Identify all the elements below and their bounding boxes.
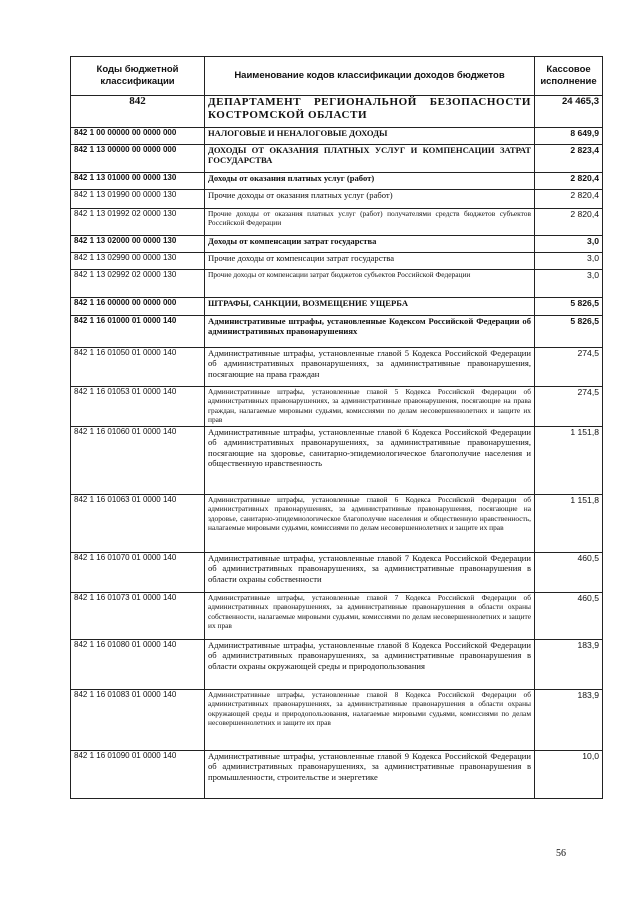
row-name: Доходы от компенсации затрат государства: [205, 236, 535, 253]
table-row: [71, 751, 603, 799]
table-row: [71, 253, 603, 270]
row-code: 842 1 16 01050 01 0000 140: [71, 348, 205, 387]
row-name: ДЕПАРТАМЕНТ РЕГИОНАЛЬНОЙ БЕЗОПАСНОСТИ КОСТРОМСКОЙ ОБЛАСТИ: [205, 96, 535, 128]
table-row: [71, 316, 603, 348]
row-name: Административные штрафы, установленные главой 6 Кодекса Российской Федерации об административных правонарушениях, за административные правонарушения, посягающие на здоровье, санитарно-эпидемиологическое благополучие населения и общественную нравственность, налагаемые мировыми судьями, комиссиями по делам несовершеннолетних и защите их прав: [205, 495, 535, 553]
row-value: 183,9: [535, 640, 603, 690]
row-code: 842 1 13 01000 00 0000 130: [71, 173, 205, 190]
row-value: 5 826,5: [535, 298, 603, 316]
row-value: 2 820,4: [535, 209, 603, 236]
row-value: 274,5: [535, 387, 603, 427]
row-name: Административные штрафы, установленные Кодексом Российской Федерации об административных правонарушениях: [205, 316, 535, 348]
row-value: 3,0: [535, 270, 603, 298]
row-name: НАЛОГОВЫЕ И НЕНАЛОГОВЫЕ ДОХОДЫ: [205, 128, 535, 145]
header-name: Наименование кодов классификации доходов бюджетов: [205, 57, 535, 96]
table-header-row: [71, 57, 603, 96]
table-row: [71, 298, 603, 316]
row-name: Административные штрафы, установленные главой 7 Кодекса Российской Федерации об административных правонарушениях, за административные правонарушения в области охраны собственности: [205, 553, 535, 593]
table-row: [71, 173, 603, 190]
row-value: 2 823,4: [535, 145, 603, 173]
row-code: 842 1 16 01090 01 0000 140: [71, 751, 205, 799]
table-row: [71, 640, 603, 690]
table-row: [71, 495, 603, 553]
row-value: 1 151,8: [535, 495, 603, 553]
page-number: 56: [556, 848, 566, 859]
row-code: 842 1 13 02990 00 0000 130: [71, 253, 205, 270]
table-body: [71, 96, 603, 799]
row-value: 2 820,4: [535, 190, 603, 209]
budget-revenue-table: [70, 56, 603, 799]
table-row: [71, 690, 603, 751]
table-row: [71, 145, 603, 173]
row-name: Административные штрафы, установленные главой 6 Кодекса Российской Федерации об административных правонарушениях, за административные правонарушения, посягающие на здоровье, санитарно-эпидемиологическое благополучие населения и общественную нравственность: [205, 427, 535, 495]
row-name: Административные штрафы, установленные главой 8 Кодекса Российской Федерации об административных правонарушениях, за административные правонарушения в области охраны окружающей среды и природопользования, налагаемые мировыми судьями, комиссиями по делам несовершеннолетних и защите их прав: [205, 690, 535, 751]
row-code: 842 1 16 01063 01 0000 140: [71, 495, 205, 553]
row-code: 842 1 16 01070 01 0000 140: [71, 553, 205, 593]
table-row: [71, 387, 603, 427]
table-row: [71, 209, 603, 236]
table-row: [71, 348, 603, 387]
table-row: [71, 236, 603, 253]
row-code: 842 1 16 01080 01 0000 140: [71, 640, 205, 690]
row-code: 842: [71, 96, 205, 128]
row-code: 842 1 13 00000 00 0000 000: [71, 145, 205, 173]
row-code: 842 1 13 02000 00 0000 130: [71, 236, 205, 253]
row-value: 8 649,9: [535, 128, 603, 145]
row-code: 842 1 16 01000 01 0000 140: [71, 316, 205, 348]
row-code: 842 1 13 01992 02 0000 130: [71, 209, 205, 236]
row-value: 183,9: [535, 690, 603, 751]
table-row: [71, 593, 603, 640]
row-value: 3,0: [535, 236, 603, 253]
row-value: 2 820,4: [535, 173, 603, 190]
row-name: Административные штрафы, установленные главой 5 Кодекса Российской Федерации об административных правонарушениях, за административные правонарушения, посягающие на права граждан, налагаемые мировыми судьями, комиссиями по делам несовершеннолетних и защите их прав: [205, 387, 535, 427]
row-code: 842 1 13 02992 02 0000 130: [71, 270, 205, 298]
row-name: Прочие доходы от компенсации затрат государства: [205, 253, 535, 270]
row-name: Административные штрафы, установленные главой 7 Кодекса Российской Федерации об административных правонарушениях, за административные правонарушения в области охраны собственности, налагаемые мировыми судьями, комиссиями по делам несовершеннолетних и защите их прав: [205, 593, 535, 640]
row-code: 842 1 16 01083 01 0000 140: [71, 690, 205, 751]
row-code: 842 1 16 01053 01 0000 140: [71, 387, 205, 427]
row-name: Административные штрафы, установленные главой 8 Кодекса Российской Федерации об административных правонарушениях, за административные правонарушения в области охраны окружающей среды и природопользования: [205, 640, 535, 690]
row-name: Прочие доходы от оказания платных услуг (работ) получателями средств бюджетов субъектов Российской Федерации: [205, 209, 535, 236]
header-code: Коды бюджетной классификации: [71, 57, 205, 96]
row-value: 10,0: [535, 751, 603, 799]
row-value: 24 465,3: [535, 96, 603, 128]
row-code: 842 1 16 00000 00 0000 000: [71, 298, 205, 316]
row-code: 842 1 13 01990 00 0000 130: [71, 190, 205, 209]
row-name: Прочие доходы от оказания платных услуг (работ): [205, 190, 535, 209]
table-row: [71, 553, 603, 593]
row-code: 842 1 16 01060 01 0000 140: [71, 427, 205, 495]
row-value: 3,0: [535, 253, 603, 270]
row-value: 274,5: [535, 348, 603, 387]
row-name: ШТРАФЫ, САНКЦИИ, ВОЗМЕЩЕНИЕ УЩЕРБА: [205, 298, 535, 316]
table-row: [71, 427, 603, 495]
row-value: 460,5: [535, 553, 603, 593]
row-code: 842 1 16 01073 01 0000 140: [71, 593, 205, 640]
table-row: [71, 96, 603, 128]
row-code: 842 1 00 00000 00 0000 000: [71, 128, 205, 145]
table-row: [71, 128, 603, 145]
table-row: [71, 190, 603, 209]
row-name: Доходы от оказания платных услуг (работ): [205, 173, 535, 190]
row-name: ДОХОДЫ ОТ ОКАЗАНИЯ ПЛАТНЫХ УСЛУГ И КОМПЕНСАЦИИ ЗАТРАТ ГОСУДАРСТВА: [205, 145, 535, 173]
row-name: Административные штрафы, установленные главой 5 Кодекса Российской Федерации об административных правонарушениях, за административные правонарушения, посягающие на права граждан: [205, 348, 535, 387]
row-value: 1 151,8: [535, 427, 603, 495]
row-name: Административные штрафы, установленные главой 9 Кодекса Российской Федерации об административных правонарушениях, за административные правонарушения в промышленности, строительстве и энергетике: [205, 751, 535, 799]
header-value: Кассовое исполнение: [535, 57, 603, 96]
row-value: 460,5: [535, 593, 603, 640]
row-value: 5 826,5: [535, 316, 603, 348]
table-row: [71, 270, 603, 298]
row-name: Прочие доходы от компенсации затрат бюджетов субъектов Российской Федерации: [205, 270, 535, 298]
